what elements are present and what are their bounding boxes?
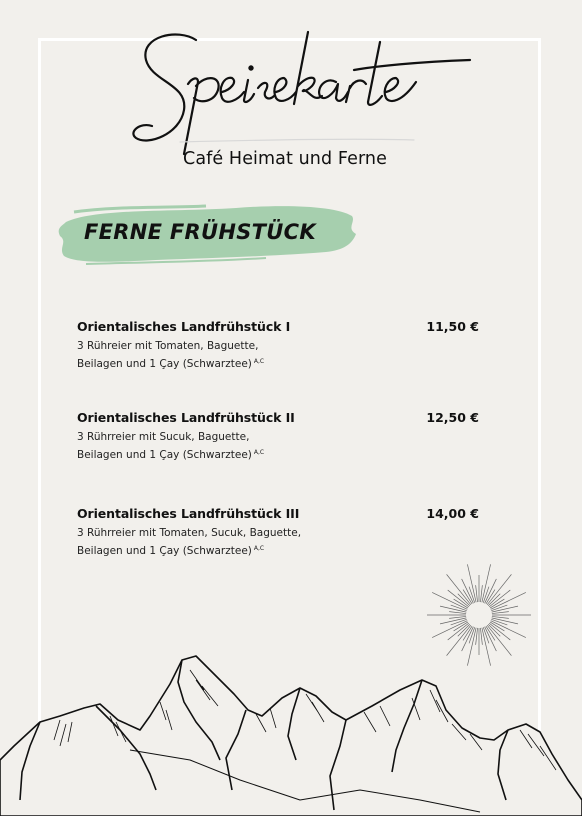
menu-item-description xyxy=(77,525,487,559)
menu-item-desc-line: Beilagen und 1 Çay (Schwarztee) xyxy=(77,449,252,461)
menu-item-name: Orientalisches Landfrühstück II xyxy=(77,410,295,425)
mountain-range-illustration xyxy=(0,650,582,816)
menu-subtitle: Café Heimat und Ferne xyxy=(183,149,387,169)
section-title: FERNE FRÜHSTÜCK xyxy=(84,220,316,244)
menu-title-script xyxy=(118,22,478,162)
menu-item-description xyxy=(77,429,487,463)
menu-item xyxy=(77,506,487,559)
menu-item-description xyxy=(77,338,487,372)
allergen-note: A,C xyxy=(253,449,265,456)
menu-item-name: Orientalisches Landfrühstück III xyxy=(77,506,300,521)
menu-item-desc-line: 3 Rühreier mit Tomaten, Baguette, xyxy=(77,340,259,352)
menu-item-desc-line: 3 Rührreier mit Tomaten, Sucuk, Baguette, xyxy=(77,527,302,539)
menu-item-price: 11,50 € xyxy=(426,319,479,334)
menu-item xyxy=(77,319,487,372)
menu-item-name: Orientalisches Landfrühstück I xyxy=(77,319,291,334)
menu-item-desc-line: Beilagen und 1 Çay (Schwarztee) xyxy=(77,358,252,370)
menu-item-desc-line: 3 Rührreier mit Sucuk, Baguette, xyxy=(77,431,250,443)
menu-item xyxy=(77,410,487,463)
menu-item-price: 12,50 € xyxy=(426,410,479,425)
menu-item-price: 14,00 € xyxy=(426,506,479,521)
allergen-note: A,C xyxy=(253,545,265,552)
menu-item-desc-line: Beilagen und 1 Çay (Schwarztee) xyxy=(77,545,252,557)
allergen-note: A,C xyxy=(253,358,265,365)
